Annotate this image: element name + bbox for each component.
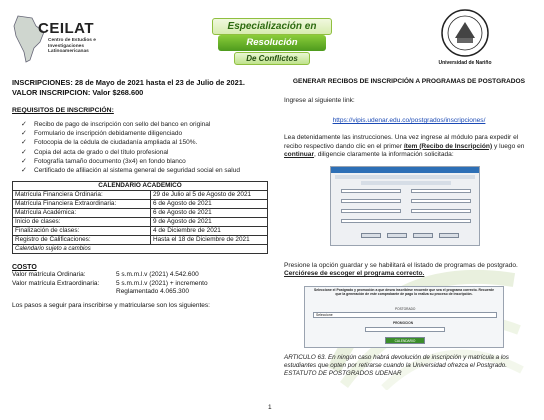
form-screenshot [330, 166, 480, 246]
steps-intro: Los pasos a seguir para inscribirse y matricularse son los siguientes: [12, 302, 210, 310]
promocion-select [365, 327, 445, 332]
ceilat-name: CEILAT [38, 20, 95, 37]
cost-row: Valor matrícula Extraordinaria: 5 s.m.m.l.v (2021) + incremento [12, 279, 208, 287]
udenar-logo [430, 8, 500, 70]
list-item: ✓ Recibo de pago de inscripción con sello del banco en original [21, 121, 211, 128]
list-item: ✓ Fotocopia de la cédula de ciudadanía ampliada al 150%. [21, 139, 198, 147]
calendar-note: Calendario sujeto a cambios [13, 245, 268, 254]
save-instructions: Presione la opción guardar y se habilitará el listado de programas de postgrado. Cerciórese de escoger el programa correcto. [284, 262, 518, 278]
check-icon: ✓ [21, 167, 27, 175]
table-row: Matrícula Financiera Extraordinaria: 6 de Agosto de 2021 [13, 200, 268, 209]
list-item: ✓ Fotografía tamaño documento (3x4) en fondo blanco [21, 157, 186, 165]
banner-line-2: Resolución [218, 35, 326, 51]
postgrado-select: Seleccione [313, 312, 497, 318]
check-icon: ✓ [21, 157, 27, 165]
check-icon: ✓ [21, 130, 27, 138]
instructions-paragraph: Lea detenidamente las instrucciones. Una vez ingrese al módulo para expedir el recibo respectivo dando clic en el primer ítem (Recibo de Inscripción) y luego en continuar, diligencie claramente la información solicitada: [284, 134, 525, 159]
check-icon: ✓ [21, 121, 27, 128]
calendario-button: CALENDARIO [385, 337, 425, 344]
inscripciones-dates: INSCRIPCIONES: 28 de Mayo de 2021 hasta el 23 de Julio de 2021. [12, 78, 245, 87]
table-row: Inicio de clases: 9 de Agosto de 2021 [13, 218, 268, 227]
requirements-title: REQUISITOS DE INSCRIPCIÓN: [12, 107, 114, 114]
banner-line-3: De Conflictos [234, 52, 310, 65]
list-item: ✓ Certificado de afiliación al sistema general de seguridad social en salud [21, 167, 240, 175]
list-item: ✓ Copia del acta de grado o del título profesional [21, 148, 169, 156]
left-column [12, 78, 272, 309]
requirements-list [12, 120, 272, 175]
university-name: Universidad de Nariño [438, 60, 492, 66]
inscription-value: VALOR INSCRIPCION: Valor $268.600 [12, 87, 144, 97]
inscription-link[interactable]: https://vipis.udenar.edu.co/postgrados/inscripciones/ [332, 117, 486, 125]
list-item: ✓ Formulario de inscripción debidamente diligenciado [21, 130, 183, 138]
banner-line-1: Especialización en [212, 18, 332, 35]
ceilat-subtitle: Centro de Estudios e Investigaciones Latinoamericanas [48, 38, 96, 55]
check-icon: ✓ [21, 148, 27, 156]
right-column [284, 78, 534, 160]
table-row: Finalización de clases: 4 de Diciembre de 2021 [13, 227, 268, 236]
table-row: Matrícula Académica: 6 de Agosto de 2021 [13, 209, 268, 218]
section-title: GENERAR RECIBOS DE INSCRIPCIÓN A PROGRAMAS DE POSTGRADOS [292, 78, 526, 85]
academic-calendar-table [12, 181, 268, 254]
program-banner [208, 18, 336, 68]
ceilat-logo [10, 14, 130, 66]
table-row: Registro de Calificaciones: Hasta el 18 de Diciembre de 2021 [13, 236, 268, 245]
cost-title: COSTO [12, 264, 37, 272]
article-note: ARTICULO 63. En ningún caso habrá devolución de inscripción y matrícula a los estudiantes que opten por retirarse cuando la Universidad ofrezca el Postgrado. ESTATUTO DE POSTGRADOS UDENAR [284, 354, 509, 377]
calendar-title: CALENDARIO ACADEMICO [13, 182, 268, 191]
enter-link-text: Ingrese al siguiente link: [284, 97, 355, 104]
page-number: 1 [268, 404, 272, 411]
cost-row: Reglamentado 4.065.300 [116, 288, 190, 296]
university-seal-icon [440, 8, 490, 58]
table-row: Matrícula Financiera Ordinaria: 29 de Julio al 5 de Agosto de 2021 [13, 191, 268, 200]
postgrado-selection-screenshot: Seleccione el Postgrado y promoción a que desea inscribirse recuerde que sea el programa correcto. Recuerde que la generación de este comprobante de pago lo realiza su proceso de inscripción. POSTGRADO Seleccione PROMOCION CALENDARIO [304, 286, 504, 348]
cost-row: Valor matrícula Ordinaria: 5 s.m.m.l.v (2021) 4.542.600 [12, 271, 199, 279]
check-icon: ✓ [21, 139, 27, 147]
